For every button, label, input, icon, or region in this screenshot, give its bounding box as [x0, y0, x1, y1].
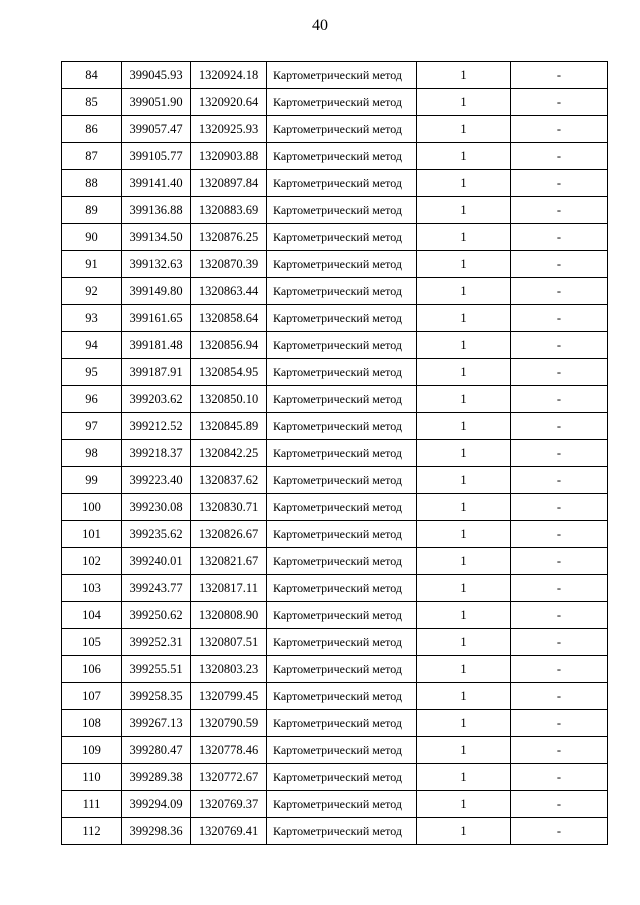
method-cell: Картометрический метод	[267, 710, 417, 737]
accuracy-cell: 1	[417, 359, 511, 386]
y-coordinate-cell: 1320858.64	[191, 305, 267, 332]
method-cell: Картометрический метод	[267, 791, 417, 818]
accuracy-cell: 1	[417, 62, 511, 89]
x-coordinate-cell: 399051.90	[122, 89, 191, 116]
y-coordinate-cell: 1320854.95	[191, 359, 267, 386]
method-cell: Картометрический метод	[267, 656, 417, 683]
table-row	[62, 737, 608, 764]
table-body	[62, 62, 608, 845]
x-coordinate-cell: 399235.62	[122, 521, 191, 548]
accuracy-cell: 1	[417, 251, 511, 278]
point-number-cell: 111	[62, 791, 122, 818]
table-row	[62, 89, 608, 116]
note-cell: -	[511, 764, 608, 791]
point-number-cell: 97	[62, 413, 122, 440]
y-coordinate-cell: 1320821.67	[191, 548, 267, 575]
accuracy-cell: 1	[417, 521, 511, 548]
x-coordinate-cell: 399212.52	[122, 413, 191, 440]
x-coordinate-cell: 399255.51	[122, 656, 191, 683]
x-coordinate-cell: 399267.13	[122, 710, 191, 737]
method-cell: Картометрический метод	[267, 737, 417, 764]
x-coordinate-cell: 399181.48	[122, 332, 191, 359]
method-cell: Картометрический метод	[267, 548, 417, 575]
accuracy-cell: 1	[417, 818, 511, 845]
table-row	[62, 332, 608, 359]
table-row	[62, 305, 608, 332]
table-row	[62, 359, 608, 386]
accuracy-cell: 1	[417, 278, 511, 305]
y-coordinate-cell: 1320826.67	[191, 521, 267, 548]
note-cell: -	[511, 305, 608, 332]
y-coordinate-cell: 1320870.39	[191, 251, 267, 278]
point-number-cell: 91	[62, 251, 122, 278]
method-cell: Картометрический метод	[267, 764, 417, 791]
point-number-cell: 92	[62, 278, 122, 305]
y-coordinate-cell: 1320863.44	[191, 278, 267, 305]
accuracy-cell: 1	[417, 791, 511, 818]
table-row	[62, 683, 608, 710]
x-coordinate-cell: 399134.50	[122, 224, 191, 251]
point-number-cell: 110	[62, 764, 122, 791]
accuracy-cell: 1	[417, 170, 511, 197]
note-cell: -	[511, 251, 608, 278]
point-number-cell: 95	[62, 359, 122, 386]
point-number-cell: 112	[62, 818, 122, 845]
x-coordinate-cell: 399298.36	[122, 818, 191, 845]
accuracy-cell: 1	[417, 575, 511, 602]
point-number-cell: 84	[62, 62, 122, 89]
method-cell: Картометрический метод	[267, 278, 417, 305]
y-coordinate-cell: 1320925.93	[191, 116, 267, 143]
accuracy-cell: 1	[417, 89, 511, 116]
method-cell: Картометрический метод	[267, 440, 417, 467]
point-number-cell: 90	[62, 224, 122, 251]
note-cell: -	[511, 791, 608, 818]
method-cell: Картометрический метод	[267, 143, 417, 170]
table-row	[62, 548, 608, 575]
point-number-cell: 100	[62, 494, 122, 521]
point-number-cell: 94	[62, 332, 122, 359]
table-row	[62, 575, 608, 602]
note-cell: -	[511, 548, 608, 575]
method-cell: Картометрический метод	[267, 116, 417, 143]
note-cell: -	[511, 575, 608, 602]
point-number-cell: 104	[62, 602, 122, 629]
table-row	[62, 791, 608, 818]
note-cell: -	[511, 413, 608, 440]
point-number-cell: 87	[62, 143, 122, 170]
note-cell: -	[511, 224, 608, 251]
table-row	[62, 143, 608, 170]
y-coordinate-cell: 1320769.37	[191, 791, 267, 818]
note-cell: -	[511, 116, 608, 143]
accuracy-cell: 1	[417, 467, 511, 494]
x-coordinate-cell: 399161.65	[122, 305, 191, 332]
method-cell: Картометрический метод	[267, 89, 417, 116]
y-coordinate-cell: 1320883.69	[191, 197, 267, 224]
table-row	[62, 224, 608, 251]
table-row	[62, 602, 608, 629]
note-cell: -	[511, 62, 608, 89]
accuracy-cell: 1	[417, 764, 511, 791]
table-row	[62, 494, 608, 521]
point-number-cell: 89	[62, 197, 122, 224]
x-coordinate-cell: 399203.62	[122, 386, 191, 413]
note-cell: -	[511, 440, 608, 467]
x-coordinate-cell: 399141.40	[122, 170, 191, 197]
table-row	[62, 386, 608, 413]
method-cell: Картометрический метод	[267, 386, 417, 413]
accuracy-cell: 1	[417, 710, 511, 737]
table-row	[62, 413, 608, 440]
table-row	[62, 521, 608, 548]
table-row	[62, 170, 608, 197]
x-coordinate-cell: 399294.09	[122, 791, 191, 818]
point-number-cell: 105	[62, 629, 122, 656]
method-cell: Картометрический метод	[267, 62, 417, 89]
note-cell: -	[511, 521, 608, 548]
method-cell: Картометрический метод	[267, 305, 417, 332]
method-cell: Картометрический метод	[267, 224, 417, 251]
point-number-cell: 86	[62, 116, 122, 143]
note-cell: -	[511, 818, 608, 845]
accuracy-cell: 1	[417, 143, 511, 170]
y-coordinate-cell: 1320807.51	[191, 629, 267, 656]
accuracy-cell: 1	[417, 413, 511, 440]
accuracy-cell: 1	[417, 116, 511, 143]
y-coordinate-cell: 1320876.25	[191, 224, 267, 251]
accuracy-cell: 1	[417, 440, 511, 467]
x-coordinate-cell: 399149.80	[122, 278, 191, 305]
coordinates-table	[61, 61, 608, 845]
page-number: 40	[312, 17, 328, 34]
note-cell: -	[511, 629, 608, 656]
point-number-cell: 101	[62, 521, 122, 548]
accuracy-cell: 1	[417, 629, 511, 656]
point-number-cell: 107	[62, 683, 122, 710]
accuracy-cell: 1	[417, 197, 511, 224]
method-cell: Картометрический метод	[267, 602, 417, 629]
method-cell: Картометрический метод	[267, 575, 417, 602]
table-row	[62, 251, 608, 278]
x-coordinate-cell: 399105.77	[122, 143, 191, 170]
method-cell: Картометрический метод	[267, 197, 417, 224]
table-row	[62, 629, 608, 656]
table-row	[62, 197, 608, 224]
table-row	[62, 764, 608, 791]
note-cell: -	[511, 332, 608, 359]
accuracy-cell: 1	[417, 548, 511, 575]
table-row	[62, 710, 608, 737]
point-number-cell: 99	[62, 467, 122, 494]
note-cell: -	[511, 386, 608, 413]
accuracy-cell: 1	[417, 332, 511, 359]
note-cell: -	[511, 359, 608, 386]
x-coordinate-cell: 399136.88	[122, 197, 191, 224]
y-coordinate-cell: 1320817.11	[191, 575, 267, 602]
table-row	[62, 818, 608, 845]
y-coordinate-cell: 1320897.84	[191, 170, 267, 197]
note-cell: -	[511, 737, 608, 764]
y-coordinate-cell: 1320837.62	[191, 467, 267, 494]
table-row	[62, 278, 608, 305]
y-coordinate-cell: 1320790.59	[191, 710, 267, 737]
point-number-cell: 96	[62, 386, 122, 413]
table-row	[62, 116, 608, 143]
method-cell: Картометрический метод	[267, 521, 417, 548]
point-number-cell: 98	[62, 440, 122, 467]
note-cell: -	[511, 656, 608, 683]
x-coordinate-cell: 399280.47	[122, 737, 191, 764]
accuracy-cell: 1	[417, 494, 511, 521]
y-coordinate-cell: 1320769.41	[191, 818, 267, 845]
x-coordinate-cell: 399132.63	[122, 251, 191, 278]
y-coordinate-cell: 1320778.46	[191, 737, 267, 764]
note-cell: -	[511, 467, 608, 494]
accuracy-cell: 1	[417, 656, 511, 683]
method-cell: Картометрический метод	[267, 359, 417, 386]
method-cell: Картометрический метод	[267, 818, 417, 845]
note-cell: -	[511, 89, 608, 116]
accuracy-cell: 1	[417, 602, 511, 629]
x-coordinate-cell: 399258.35	[122, 683, 191, 710]
note-cell: -	[511, 683, 608, 710]
y-coordinate-cell: 1320920.64	[191, 89, 267, 116]
y-coordinate-cell: 1320845.89	[191, 413, 267, 440]
method-cell: Картометрический метод	[267, 629, 417, 656]
y-coordinate-cell: 1320830.71	[191, 494, 267, 521]
note-cell: -	[511, 278, 608, 305]
table-row	[62, 467, 608, 494]
y-coordinate-cell: 1320850.10	[191, 386, 267, 413]
x-coordinate-cell: 399218.37	[122, 440, 191, 467]
method-cell: Картометрический метод	[267, 494, 417, 521]
y-coordinate-cell: 1320842.25	[191, 440, 267, 467]
x-coordinate-cell: 399289.38	[122, 764, 191, 791]
method-cell: Картометрический метод	[267, 683, 417, 710]
point-number-cell: 102	[62, 548, 122, 575]
y-coordinate-cell: 1320903.88	[191, 143, 267, 170]
table-row	[62, 62, 608, 89]
note-cell: -	[511, 710, 608, 737]
x-coordinate-cell: 399057.47	[122, 116, 191, 143]
x-coordinate-cell: 399187.91	[122, 359, 191, 386]
x-coordinate-cell: 399223.40	[122, 467, 191, 494]
y-coordinate-cell: 1320856.94	[191, 332, 267, 359]
x-coordinate-cell: 399045.93	[122, 62, 191, 89]
accuracy-cell: 1	[417, 224, 511, 251]
accuracy-cell: 1	[417, 683, 511, 710]
method-cell: Картометрический метод	[267, 170, 417, 197]
accuracy-cell: 1	[417, 386, 511, 413]
y-coordinate-cell: 1320803.23	[191, 656, 267, 683]
method-cell: Картометрический метод	[267, 467, 417, 494]
y-coordinate-cell: 1320924.18	[191, 62, 267, 89]
method-cell: Картометрический метод	[267, 332, 417, 359]
note-cell: -	[511, 197, 608, 224]
x-coordinate-cell: 399230.08	[122, 494, 191, 521]
point-number-cell: 108	[62, 710, 122, 737]
y-coordinate-cell: 1320772.67	[191, 764, 267, 791]
note-cell: -	[511, 602, 608, 629]
method-cell: Картометрический метод	[267, 413, 417, 440]
point-number-cell: 103	[62, 575, 122, 602]
point-number-cell: 109	[62, 737, 122, 764]
x-coordinate-cell: 399243.77	[122, 575, 191, 602]
accuracy-cell: 1	[417, 305, 511, 332]
note-cell: -	[511, 143, 608, 170]
x-coordinate-cell: 399240.01	[122, 548, 191, 575]
table-row	[62, 440, 608, 467]
table-row	[62, 656, 608, 683]
point-number-cell: 106	[62, 656, 122, 683]
method-cell: Картометрический метод	[267, 251, 417, 278]
point-number-cell: 93	[62, 305, 122, 332]
note-cell: -	[511, 494, 608, 521]
x-coordinate-cell: 399252.31	[122, 629, 191, 656]
y-coordinate-cell: 1320799.45	[191, 683, 267, 710]
x-coordinate-cell: 399250.62	[122, 602, 191, 629]
note-cell: -	[511, 170, 608, 197]
y-coordinate-cell: 1320808.90	[191, 602, 267, 629]
point-number-cell: 85	[62, 89, 122, 116]
point-number-cell: 88	[62, 170, 122, 197]
accuracy-cell: 1	[417, 737, 511, 764]
